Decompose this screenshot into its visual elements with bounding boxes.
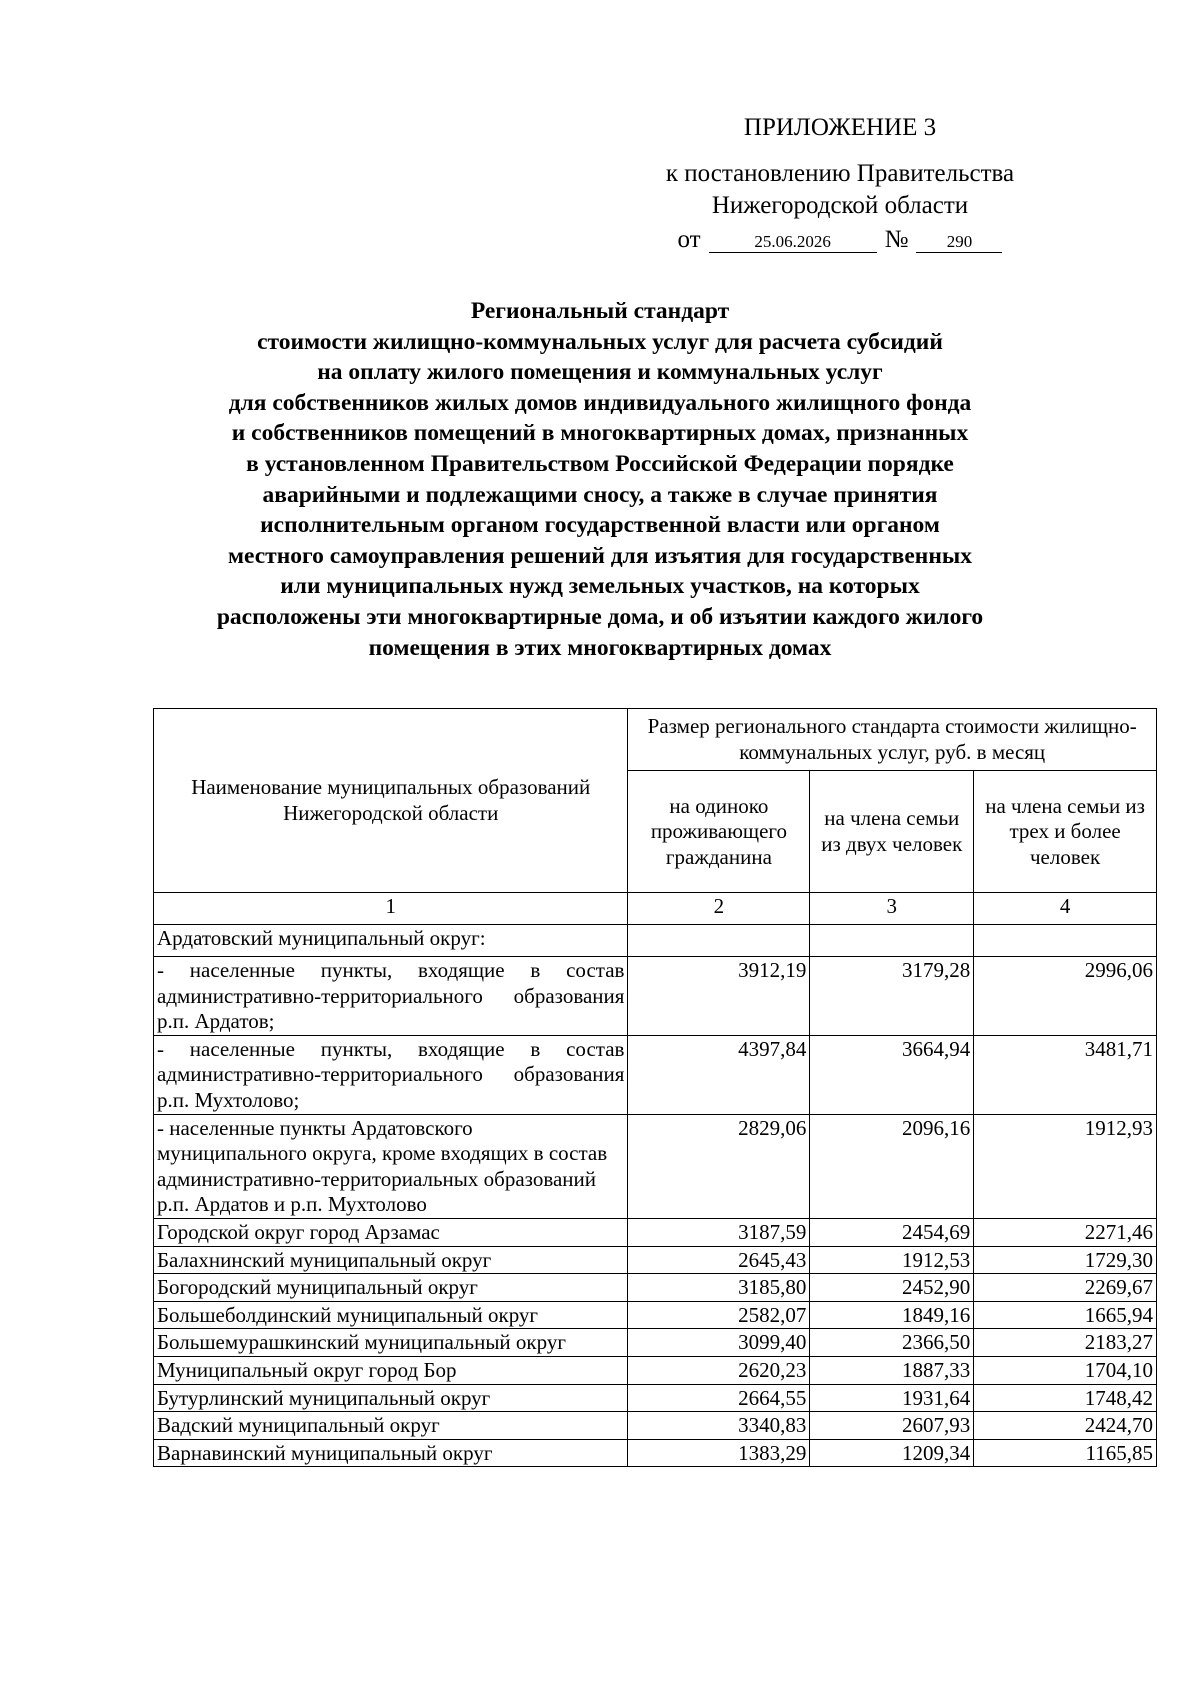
document-title-line: аварийными и подлежащими сносу, а также в случае принятия xyxy=(262,481,938,508)
value-three-plus: 1704,10 xyxy=(974,1356,1157,1384)
value-three-plus: 2183,27 xyxy=(974,1329,1157,1357)
value-three-plus: 2996,06 xyxy=(974,957,1157,1036)
municipality-name: Бутурлинский муниципальный округ xyxy=(154,1384,628,1412)
table-row xyxy=(154,957,1157,1036)
resolution-date: 25.06.2026 xyxy=(709,232,877,253)
value-three-plus: 2269,67 xyxy=(974,1274,1157,1302)
column-number: 1 xyxy=(154,893,628,925)
section-label: Ардатовский муниципальный округ: xyxy=(154,925,628,957)
value-three-plus: 2424,70 xyxy=(974,1412,1157,1440)
table-row xyxy=(154,1301,1157,1329)
value-single: 2582,07 xyxy=(628,1301,810,1329)
value-single: 3185,80 xyxy=(628,1274,810,1302)
header-single-citizen: на одиноко проживающего гражданина xyxy=(628,771,810,893)
document-title-line: и собственников помещений в многоквартирных домах, признанных xyxy=(231,420,969,447)
municipality-name: Варнавинский муниципальный округ xyxy=(154,1439,628,1467)
column-number-row xyxy=(154,893,1157,925)
document-title-line: для собственников жилых домов индивидуального жилищного фонда xyxy=(228,389,972,416)
resolution-date-line xyxy=(620,224,1060,256)
header-family-of-three-plus: на члена семьи из трех и более человек xyxy=(974,771,1157,893)
table-row xyxy=(154,1384,1157,1412)
value-single: 1383,29 xyxy=(628,1439,810,1467)
document-title-line: помещения в этих многоквартирных домах xyxy=(368,634,832,661)
date-prefix: от xyxy=(677,226,701,253)
table-row xyxy=(154,1246,1157,1274)
column-number: 2 xyxy=(628,893,810,925)
value-three-plus: 2271,46 xyxy=(974,1218,1157,1246)
table-row xyxy=(154,1114,1157,1218)
municipality-name: - населенные пункты, входящие в состав административно-территориального образования р.п. Ардатов; xyxy=(154,957,628,1036)
document-title-line: в установленном Правительством Российской Федерации порядке xyxy=(246,450,954,477)
number-sign: № xyxy=(884,226,909,253)
value-three-plus: 1665,94 xyxy=(974,1301,1157,1329)
value-two: 2607,93 xyxy=(810,1412,974,1440)
value-single: 3340,83 xyxy=(628,1412,810,1440)
header-municipality: Наименование муниципальных образований Нижегородской области xyxy=(154,709,628,893)
municipality-name: Вадский муниципальный округ xyxy=(154,1412,628,1440)
value-two: 1887,33 xyxy=(810,1356,974,1384)
empty-cell xyxy=(810,925,974,957)
value-two: 2366,50 xyxy=(810,1329,974,1357)
table-row xyxy=(154,1218,1157,1246)
section-row xyxy=(154,925,1157,957)
value-two: 1912,53 xyxy=(810,1246,974,1274)
column-number: 4 xyxy=(974,893,1157,925)
document-title-line: Региональный стандарт xyxy=(470,298,730,324)
document-title-line: исполнительным органом государственной власти или органом xyxy=(260,512,940,539)
table-row xyxy=(154,1035,1157,1114)
value-three-plus: 1748,42 xyxy=(974,1384,1157,1412)
municipality-name: Муниципальный округ город Бор xyxy=(154,1356,628,1384)
value-three-plus: 1165,85 xyxy=(974,1439,1157,1467)
table-row xyxy=(154,1274,1157,1302)
appendix-reference-line: к постановлению Правительства xyxy=(665,160,1015,187)
value-single: 2620,23 xyxy=(628,1356,810,1384)
document-title-line: расположены эти многоквартирные дома, и об изъятии каждого жилого xyxy=(216,603,984,630)
document-title-line: или муниципальных нужд земельных участков, на которых xyxy=(280,573,920,600)
document-title-line: на оплату жилого помещения и коммунальных услуг xyxy=(317,359,883,386)
value-three-plus: 1912,93 xyxy=(974,1114,1157,1218)
header-family-of-two: на члена семьи из двух человек xyxy=(810,771,974,893)
value-two: 2096,16 xyxy=(810,1114,974,1218)
municipality-name: - населенные пункты Ардатовского муниципального округа, кроме входящих в состав административно-территориальных образований р.п. Ардатов и р.п. Мухтолово xyxy=(154,1114,628,1218)
header-standard-size: Размер регионального стандарта стоимости жилищно-коммунальных услуг, руб. в месяц xyxy=(628,709,1157,771)
value-single: 4397,84 xyxy=(628,1035,810,1114)
municipality-name: - населенные пункты, входящие в состав административно-территориального образования р.п. Мухтолово; xyxy=(154,1035,628,1114)
appendix-title: ПРИЛОЖЕНИЕ 3 xyxy=(743,114,937,141)
municipality-name: Балахнинский муниципальный округ xyxy=(154,1246,628,1274)
value-two: 1209,34 xyxy=(810,1439,974,1467)
table-row xyxy=(154,1329,1157,1357)
value-two: 3179,28 xyxy=(810,957,974,1036)
municipality-name: Большемурашкинский муниципальный округ xyxy=(154,1329,628,1357)
appendix-reference-line: Нижегородской области xyxy=(711,192,969,219)
value-single: 3099,40 xyxy=(628,1329,810,1357)
municipality-name: Богородский муниципальный округ xyxy=(154,1274,628,1302)
value-three-plus: 1729,30 xyxy=(974,1246,1157,1274)
value-single: 3187,59 xyxy=(628,1218,810,1246)
value-two: 1849,16 xyxy=(810,1301,974,1329)
document-title xyxy=(150,296,1050,663)
value-three-plus: 3481,71 xyxy=(974,1035,1157,1114)
table-row xyxy=(154,1412,1157,1440)
municipality-name: Большеболдинский муниципальный округ xyxy=(154,1301,628,1329)
standard-cost-table xyxy=(153,708,1157,1467)
empty-cell xyxy=(628,925,810,957)
value-two: 1931,64 xyxy=(810,1384,974,1412)
value-single: 3912,19 xyxy=(628,957,810,1036)
value-single: 2664,55 xyxy=(628,1384,810,1412)
value-single: 2645,43 xyxy=(628,1246,810,1274)
document-title-line: местного самоуправления решений для изъятия для государственных xyxy=(228,542,972,569)
appendix-block xyxy=(620,112,1060,256)
value-two: 2452,90 xyxy=(810,1274,974,1302)
document-title-line: стоимости жилищно-коммунальных услуг для расчета субсидий xyxy=(257,328,943,355)
municipality-name: Городской округ город Арзамас xyxy=(154,1218,628,1246)
value-single: 2829,06 xyxy=(628,1114,810,1218)
value-two: 3664,94 xyxy=(810,1035,974,1114)
column-number: 3 xyxy=(810,893,974,925)
resolution-number: 290 xyxy=(916,232,1002,253)
empty-cell xyxy=(974,925,1157,957)
table-row xyxy=(154,1356,1157,1384)
value-two: 2454,69 xyxy=(810,1218,974,1246)
table-row xyxy=(154,1439,1157,1467)
